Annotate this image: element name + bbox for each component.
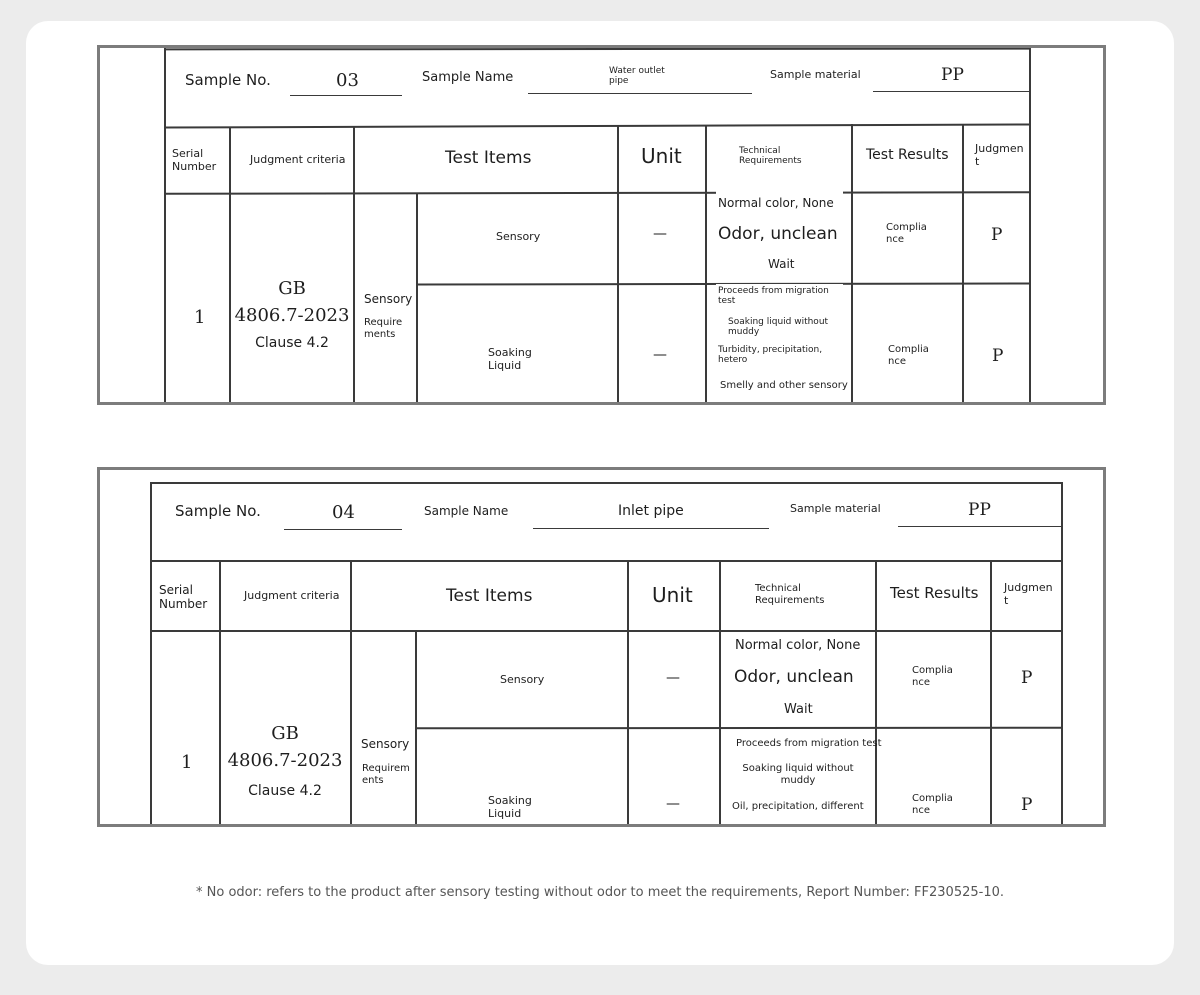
- tech-req-line: Odor, unclean: [718, 224, 838, 244]
- judgment-value: P: [1021, 795, 1033, 815]
- col-judgment-criteria: Judgment criteria: [250, 153, 346, 166]
- inspection-table-sample-03: [97, 45, 1106, 405]
- col-test-items: Test Items: [446, 586, 533, 606]
- col-test-results: Test Results: [890, 584, 979, 602]
- sample-material-value: PP: [941, 65, 964, 85]
- col-technical-requirements: Technical Requirements: [755, 583, 825, 606]
- tech-req-line: Soaking liquid without muddy: [728, 317, 829, 338]
- tech-req-line: Odor, unclean: [734, 667, 854, 687]
- sample-material-label: Sample material: [770, 68, 861, 81]
- criteria-clause: Clause 4.2: [255, 335, 329, 351]
- subitem-soaking-liquid: Soaking Liquid: [488, 346, 532, 372]
- item-group-label: Sensory: [364, 292, 413, 306]
- sample-material-label: Sample material: [790, 502, 881, 515]
- tech-req-line: Smelly and other sensory: [720, 380, 848, 391]
- tech-req-line: Proceeds from migration test: [736, 738, 882, 749]
- tech-req-line: Wait: [784, 702, 813, 717]
- sample-no-label: Sample No.: [185, 71, 271, 89]
- col-test-items: Test Items: [445, 148, 532, 168]
- unit-dash: —: [653, 226, 667, 242]
- test-result-value: Complia nce: [912, 793, 953, 816]
- tech-req-line: Oil, precipitation, different: [732, 801, 864, 812]
- sample-no-value: 03: [336, 70, 359, 91]
- unit-dash: —: [653, 347, 667, 363]
- col-serial-number: Serial Number: [159, 583, 208, 611]
- judgment-value: P: [1021, 668, 1033, 688]
- subitem-sensory: Sensory: [496, 230, 541, 243]
- tech-req-line: Normal color, None: [718, 196, 834, 210]
- criteria-standard: GB: [278, 278, 306, 299]
- tech-req-line: Turbidity, precipitation, hetero: [718, 345, 823, 366]
- unit-dash: —: [666, 670, 680, 686]
- item-group-sub-label: Requirem ents: [362, 763, 410, 786]
- criteria-standard-number: 4806.7-2023: [234, 305, 350, 326]
- sample-name-value: Inlet pipe: [618, 503, 684, 519]
- criteria-clause: Clause 4.2: [248, 783, 322, 799]
- serial-number-value: 1: [194, 307, 206, 328]
- serial-number-value: 1: [181, 752, 193, 773]
- test-result-value: Complia nce: [886, 222, 927, 245]
- unit-dash: —: [666, 796, 680, 812]
- judgment-value: P: [991, 225, 1003, 245]
- col-test-results: Test Results: [866, 147, 949, 163]
- sample-no-value: 04: [332, 502, 355, 523]
- sample-no-label: Sample No.: [175, 502, 261, 520]
- col-technical-requirements: Technical Requirements: [739, 146, 802, 167]
- judgment-value: P: [992, 346, 1004, 366]
- sample-name-value: Water outlet pipe: [609, 66, 665, 87]
- sample-material-value: PP: [968, 500, 991, 520]
- criteria-standard-number: 4806.7-2023: [227, 750, 343, 771]
- col-judgment: Judgmen t: [1004, 581, 1053, 607]
- subitem-soaking-liquid: Soaking Liquid: [488, 794, 532, 820]
- col-unit: Unit: [641, 144, 682, 168]
- sample-name-label: Sample Name: [424, 504, 509, 518]
- test-result-value: Complia nce: [888, 344, 929, 367]
- inspection-table-sample-04: [97, 467, 1106, 827]
- footnote: * No odor: refers to the product after sensory testing without odor to meet the requirements, Report Number: FF230525-10.: [196, 885, 1004, 900]
- tech-req-line: Normal color, None: [735, 638, 861, 653]
- col-unit: Unit: [652, 583, 693, 607]
- item-group-label: Sensory: [361, 737, 410, 751]
- tech-req-line: Wait: [768, 257, 795, 271]
- item-group-sub-label: Require ments: [364, 317, 403, 340]
- tech-req-line: Soaking liquid without muddy: [742, 763, 854, 786]
- col-serial-number: Serial Number: [172, 147, 217, 173]
- col-judgment-criteria: Judgment criteria: [244, 589, 340, 602]
- subitem-sensory: Sensory: [500, 673, 545, 686]
- sample-name-label: Sample Name: [422, 70, 514, 85]
- test-result-value: Complia nce: [912, 665, 953, 688]
- tech-req-line: Proceeds from migration test: [718, 286, 829, 307]
- col-judgment: Judgmen t: [975, 142, 1024, 168]
- criteria-standard: GB: [271, 723, 299, 744]
